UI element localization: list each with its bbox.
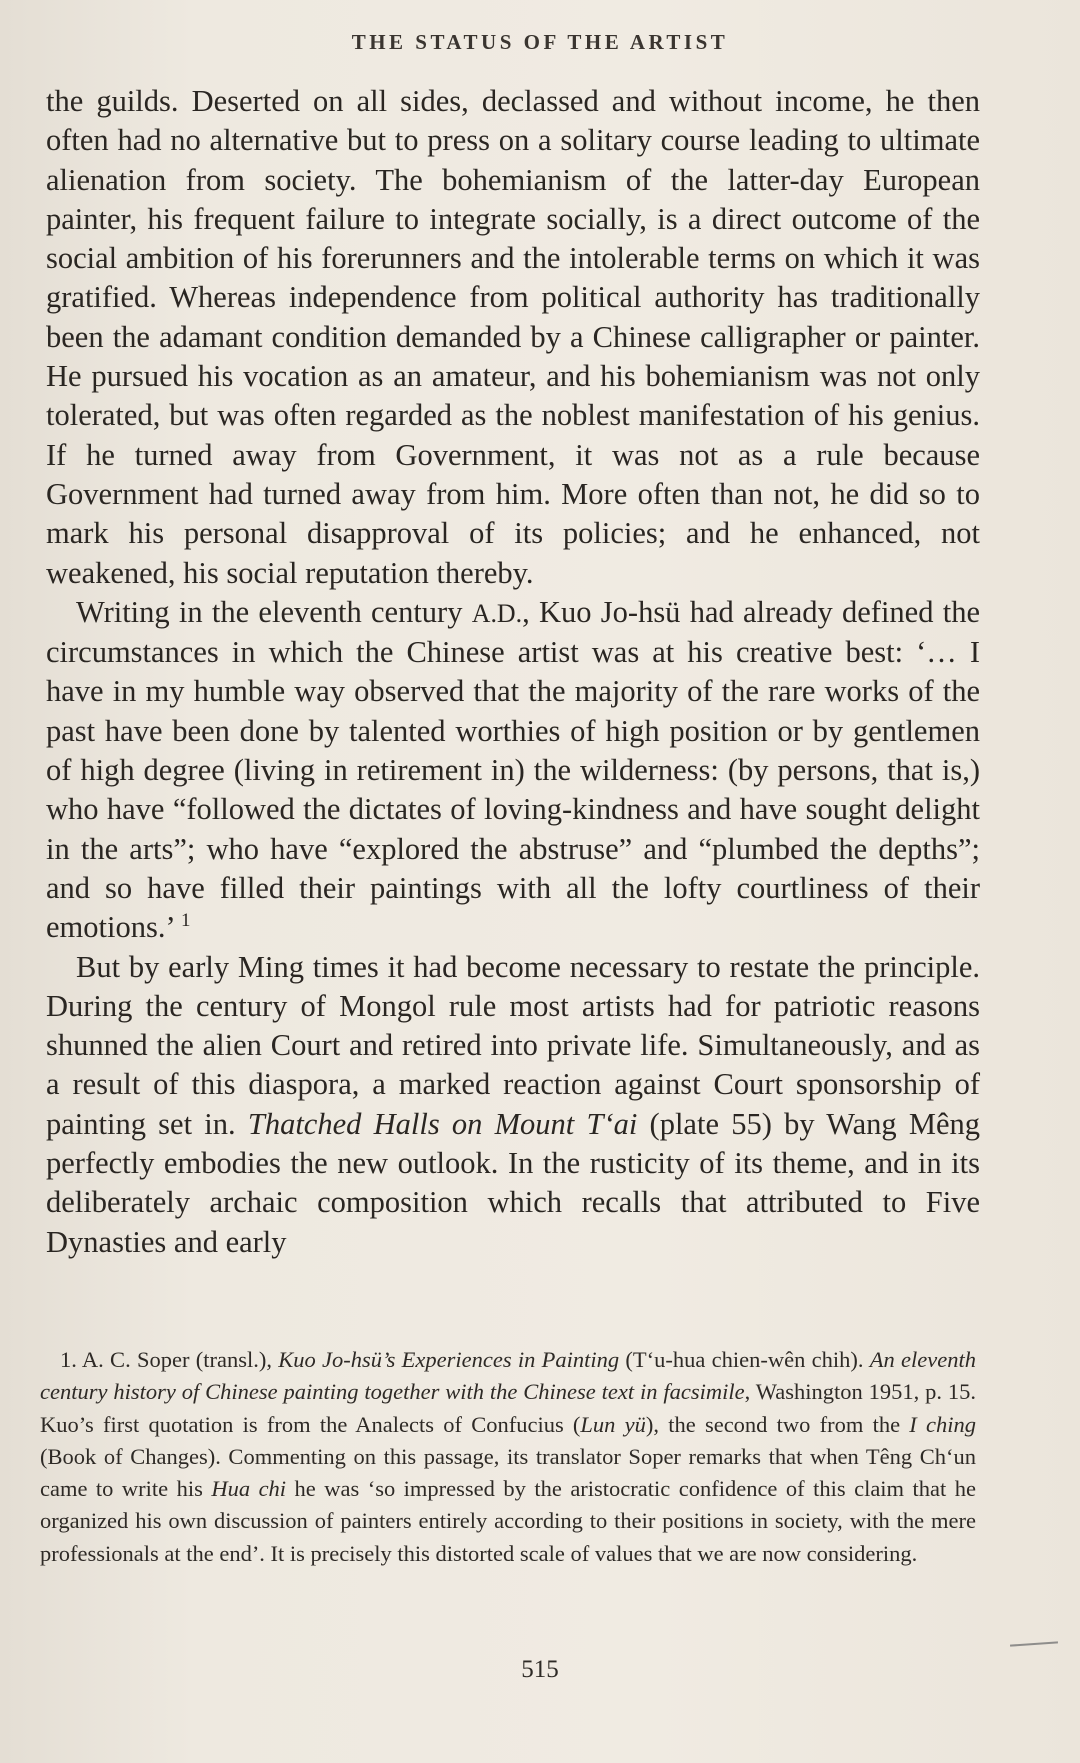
paragraph-2-text-end: , Kuo Jo-hsü had already defined the circumstances in which the Chinese artist was at his creative best: ‘… I have in my humble way observed that the majority of the rare works of the past have been done by talented worthies of high position or by gentlemen of high degree (living in retirement in) the wilderness: (by persons, that is,) who have “followed the dictates of loving-kindness and have sought delight in the arts”; who have “explored the abstruse” and “plumbed the depths”; and so have filled their paintings with all the lofty courtliness of their emotions.’: [46, 594, 980, 945]
era-abbreviation: A.D.: [471, 598, 523, 628]
running-head: THE STATUS OF THE ARTIST: [351, 30, 729, 54]
paragraph-2: [46, 593, 980, 948]
footnote-title-i-ching: I ching: [909, 1411, 976, 1437]
footnote-section: [40, 1344, 976, 1570]
footnote-text: 1. A. C. Soper (transl.),: [60, 1347, 279, 1372]
footnote-text: (T‘u-hua chien-wên chih).: [619, 1347, 870, 1372]
footnote-title-lun-yu: Lun yü: [580, 1411, 646, 1437]
footnote-1: [40, 1344, 976, 1570]
paragraph-1: the guilds. Deserted on all sides, declassed and without income, he then often had no alternative but to press on a solitary course leading to ultimate alienation from society. The bohemianism of the latter-day European painter, his frequent failure to integrate socially, is a direct outcome of the social ambition of his forerunners and the intolerable terms on which it was gratified. Whereas independence from political authority has traditionally been the adamant condition demanded by a Chinese calligrapher or painter. He pursued his vocation as an amateur, and his bohemianism was not only tolerated, but was often regarded as the noblest manifestation of his genius. If he turned away from Government, it was not as a rule because Government had turned away from him. More often than not, he did so to mark his personal disapproval of its policies; and he enhanced, not weakened, his social reputation thereby.: [46, 84, 980, 590]
footnote-text: he was ‘so impressed by the aristocratic confidence of this claim that he organized his own discussion of painters entirely according to their positions in society, with the mere professionals at the end’. It is precisely this distorted scale of values that we are now considering.: [40, 1476, 976, 1566]
footnote-text: , Washington 1951, p. 15. Kuo’s first quotation is from the Analects of Confucius (: [40, 1379, 976, 1437]
footnote-text: (Book of Changes). Commenting on this passage, its translator Soper remarks that when Têng Ch‘un came to write his: [40, 1443, 976, 1502]
painting-title: Thatched Halls on Mount T‘ai: [247, 1106, 638, 1141]
footnote-book-title: Kuo Jo-hsü’s Experiences in Painting: [278, 1347, 620, 1372]
footnote-subtitle: An eleventh century history of Chinese painting together with the Chinese text in facsimile: [40, 1347, 976, 1405]
main-text: [46, 82, 980, 1262]
paragraph-2-text-start: Writing in the eleventh century: [76, 594, 472, 629]
footnote-reference: 1: [180, 910, 191, 932]
paragraph-3-text-end: (plate 55) by Wang Mêng perfectly embodies the new outlook. In the rusticity of its theme, and in its deliberately archaic composition which recalls that attributed to Five Dynasties and early: [46, 1106, 980, 1259]
margin-pencil-mark: [1010, 1641, 1058, 1646]
footnote-text: ), the second two from the: [645, 1411, 910, 1437]
paragraph-3: [46, 948, 980, 1262]
paragraph-3-text-start: But by early Ming times it had become necessary to restate the principle. During the century of Mongol rule most artists had for patriotic reasons shunned the alien Court and retired into private life. Simultaneously, and as a result of this diaspora, a marked reaction against Court sponsorship of painting set in.: [46, 949, 980, 1141]
footnote-title-hua-chi: Hua chi: [211, 1476, 287, 1502]
page-number: 515: [521, 1656, 559, 1683]
